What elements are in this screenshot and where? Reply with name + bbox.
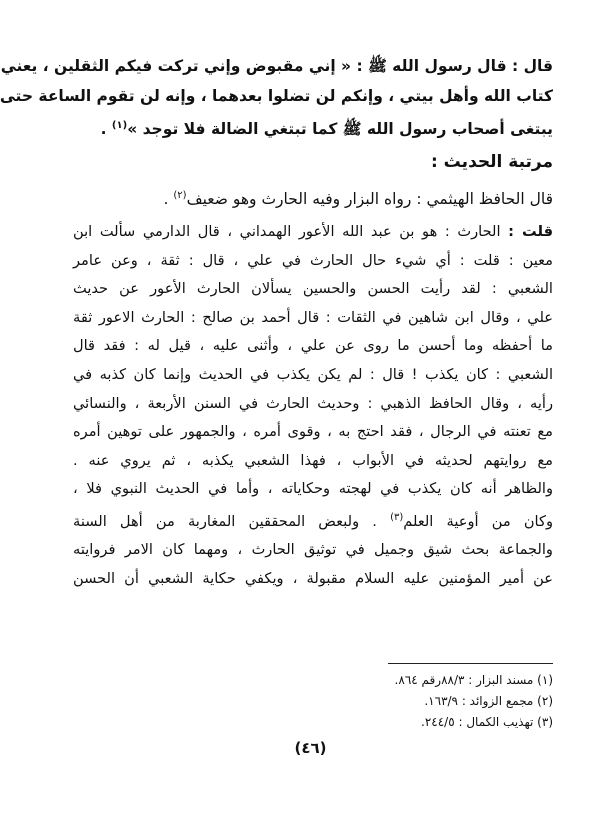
commentary-line-1-text: الحارث : هو بن عبد الله الأعور الهمداني ، قال الدارمي سألت ابن <box>73 223 501 241</box>
commentary-line-11-tail: . ولبعض المحققين المغاربة من أهل السنة <box>73 512 391 530</box>
commentary-line-11-text: وكان من أوعية العلم <box>403 512 553 530</box>
footnote-1: (١) مسند البزار : ٨٨/٣رقم ٨٦٤. <box>394 673 553 687</box>
commentary-lead-word: قلت : <box>508 223 553 241</box>
footnote-2: (٢) مجمع الزوائد : ١٦٣/٩. <box>424 694 553 708</box>
hadith-line-3 <box>73 111 553 145</box>
commentary-line-9: مع روايتهم لحديثه في الأبواب ، فهذا الشعبي يكذبه ، ثم يروي عنه . <box>73 451 553 469</box>
page-number: (٤٦) <box>294 739 327 757</box>
commentary-block <box>73 218 553 594</box>
commentary-line-4: علي ، وقال ابن شاهين في الثقات : قال أحمد بن صالح : الحارث الاعور ثقة <box>73 308 553 326</box>
footnote-separator <box>388 663 553 664</box>
hadith-line-3-text: يبتغى أصحاب رسول الله ﷺ كما تبتغي الضالة فلا توجد » <box>127 120 553 139</box>
section-heading: مرتبة الحديث : <box>430 151 553 172</box>
commentary-line-6: الشعبي : كان يكذب ! قال : لم يكن يكذب في الحديث وإنما كان كذبه في <box>73 366 553 384</box>
page-body <box>0 52 553 594</box>
commentary-line-11 <box>73 504 553 536</box>
footnotes <box>253 670 553 733</box>
commentary-line-3: الشعبي : لقد رأيت الحسن والحسين يسألان الحارث الأعور عن حديث <box>73 280 553 298</box>
commentary-line-13: عن أمير المؤمنين عليه السلام مقبولة ، ويكفي حكاية الشعبي أن الحسن <box>73 570 553 588</box>
footnote-ref-3[interactable]: (٣) <box>390 512 404 524</box>
commentary-line-1 <box>73 218 553 247</box>
hadith-line-1: قال : قال رسول الله ﷺ : « إني مقبوض وإني تركت فيكم الثقلين ، يعني <box>0 57 553 75</box>
ruling-line <box>73 181 553 214</box>
footnote-ref-2[interactable]: (٢) <box>173 189 187 201</box>
period: . <box>163 190 174 209</box>
hadith-line-2: كتاب الله وأهل بيتي ، وإنكم لن تضلوا بعدهما ، وإنه لن تقوم الساعة حتى <box>0 86 553 105</box>
footnote-ref-1[interactable]: (١) <box>111 120 128 132</box>
commentary-line-12: والجماعة بحث شيق وجميل في توثيق الحارث ، ومهما كان الامر فروايته <box>73 541 553 559</box>
ruling-text: قال الحافظ الهيثمي : رواه البزار وفيه الحارث وهو ضعيف <box>186 190 553 209</box>
commentary-line-10: والظاهر أنه كان يكذب في لهجته وحكاياته ، وأما في الحديث النبوي فلا ، <box>73 480 553 498</box>
commentary-line-5: ما أحفظه وما أحسن ما روى عن علي ، وأثنى عليه ، قيل له : فقد قال <box>73 337 553 355</box>
commentary-line-2: معين : قلت : أي شيء حال الحارث في علي ، قال : ثقة ، وعن عامر <box>73 251 553 269</box>
footnote-3: (٣) تهذيب الكمال : ٢٤٤/٥. <box>420 715 553 729</box>
commentary-line-8: مع تعنته في الرجال ، فقد احتج به ، وقوى أمره ، والجمهور على توهين أمره <box>73 423 553 441</box>
period: . <box>100 120 112 139</box>
commentary-line-7: رأيه ، وقال الحافظ الذهبي : وحديث الحارث في السنن الأربعة ، والنسائي <box>73 394 553 412</box>
